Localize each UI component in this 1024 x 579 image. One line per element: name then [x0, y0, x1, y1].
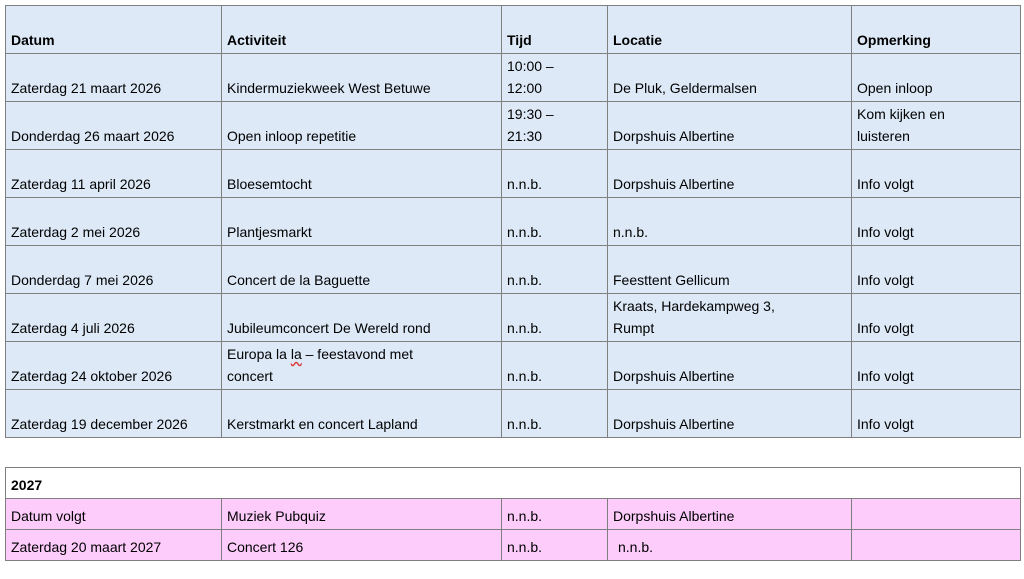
table-row [6, 390, 1021, 438]
table-row [6, 246, 1021, 294]
table-row [6, 198, 1021, 246]
cell-location [608, 294, 852, 342]
cell-remark: Info volgt [852, 198, 1021, 246]
table-row [6, 342, 1021, 390]
cell-remark: Info volgt [852, 150, 1021, 198]
time-line-2: 21:30 [507, 128, 543, 144]
location-line-1: Kraats, Hardekampweg 3, [613, 298, 775, 314]
schedule-2027-table [5, 467, 1021, 561]
cell-time [502, 54, 608, 102]
cell-remark: Info volgt [852, 246, 1021, 294]
activity-text-c: – feestavond met [301, 346, 414, 362]
table-row [6, 150, 1021, 198]
cell-location: Dorpshuis Albertine [608, 102, 852, 150]
cell-remark [852, 530, 1021, 561]
time-line-2: 12:00 [507, 80, 543, 96]
cell-activity: Plantjesmarkt [222, 198, 502, 246]
cell-time: n.n.b. [502, 499, 608, 530]
header-date: Datum [6, 6, 222, 54]
header-remark: Opmerking [852, 6, 1021, 54]
header-activity: Activiteit [222, 6, 502, 54]
cell-activity: Open inloop repetitie [222, 102, 502, 150]
time-line-1: 19:30 – [507, 106, 554, 122]
header-location: Locatie [608, 6, 852, 54]
cell-time: n.n.b. [502, 342, 608, 390]
cell-time: n.n.b. [502, 198, 608, 246]
cell-activity: Jubileumconcert De Wereld rond [222, 294, 502, 342]
schedule-2026-table [5, 5, 1021, 438]
year-title: 2027 [6, 468, 1021, 499]
table-row [6, 54, 1021, 102]
cell-date: Zaterdag 11 april 2026 [6, 150, 222, 198]
cell-activity: Kerstmarkt en concert Lapland [222, 390, 502, 438]
cell-date: Zaterdag 2 mei 2026 [6, 198, 222, 246]
remark-line-1: Kom kijken en [857, 106, 945, 122]
cell-remark: Info volgt [852, 390, 1021, 438]
location-line-2: Rumpt [613, 320, 655, 336]
cell-activity: Muziek Pubquiz [222, 499, 502, 530]
table-row [6, 294, 1021, 342]
cell-activity [222, 342, 502, 390]
cell-date: Zaterdag 4 juli 2026 [6, 294, 222, 342]
cell-activity: Kindermuziekweek West Betuwe [222, 54, 502, 102]
cell-location: Dorpshuis Albertine [608, 390, 852, 438]
year-header-row [6, 468, 1021, 499]
table-row [6, 499, 1021, 530]
cell-time [502, 102, 608, 150]
time-line-1: 10:00 – [507, 58, 554, 74]
cell-activity: Concert 126 [222, 530, 502, 561]
cell-location: n.n.b. [608, 530, 852, 561]
cell-remark [852, 102, 1021, 150]
spellcheck-word: la [290, 346, 302, 362]
header-row [6, 6, 1021, 54]
cell-date: Donderdag 26 maart 2026 [6, 102, 222, 150]
cell-time: n.n.b. [502, 530, 608, 561]
cell-remark [852, 499, 1021, 530]
activity-line-2: concert [227, 368, 273, 384]
cell-location: Feesttent Gellicum [608, 246, 852, 294]
cell-location: n.n.b. [608, 198, 852, 246]
cell-location: Dorpshuis Albertine [608, 499, 852, 530]
cell-date: Zaterdag 24 oktober 2026 [6, 342, 222, 390]
cell-location: De Pluk, Geldermalsen [608, 54, 852, 102]
table-row [6, 102, 1021, 150]
cell-remark: Open inloop [852, 54, 1021, 102]
remark-line-2: luisteren [857, 128, 910, 144]
header-time: Tijd [502, 6, 608, 54]
cell-location: Dorpshuis Albertine [608, 342, 852, 390]
cell-time: n.n.b. [502, 150, 608, 198]
cell-time: n.n.b. [502, 294, 608, 342]
cell-remark: Info volgt [852, 342, 1021, 390]
cell-time: n.n.b. [502, 390, 608, 438]
cell-activity: Concert de la Baguette [222, 246, 502, 294]
table-row [6, 530, 1021, 561]
cell-date: Donderdag 7 mei 2026 [6, 246, 222, 294]
cell-location: Dorpshuis Albertine [608, 150, 852, 198]
cell-date: Zaterdag 21 maart 2026 [6, 54, 222, 102]
cell-remark: Info volgt [852, 294, 1021, 342]
cell-activity: Bloesemtocht [222, 150, 502, 198]
cell-date: Zaterdag 20 maart 2027 [6, 530, 222, 561]
cell-date: Datum volgt [6, 499, 222, 530]
activity-text-a: Europa la [227, 346, 291, 362]
cell-time: n.n.b. [502, 246, 608, 294]
cell-date: Zaterdag 19 december 2026 [6, 390, 222, 438]
